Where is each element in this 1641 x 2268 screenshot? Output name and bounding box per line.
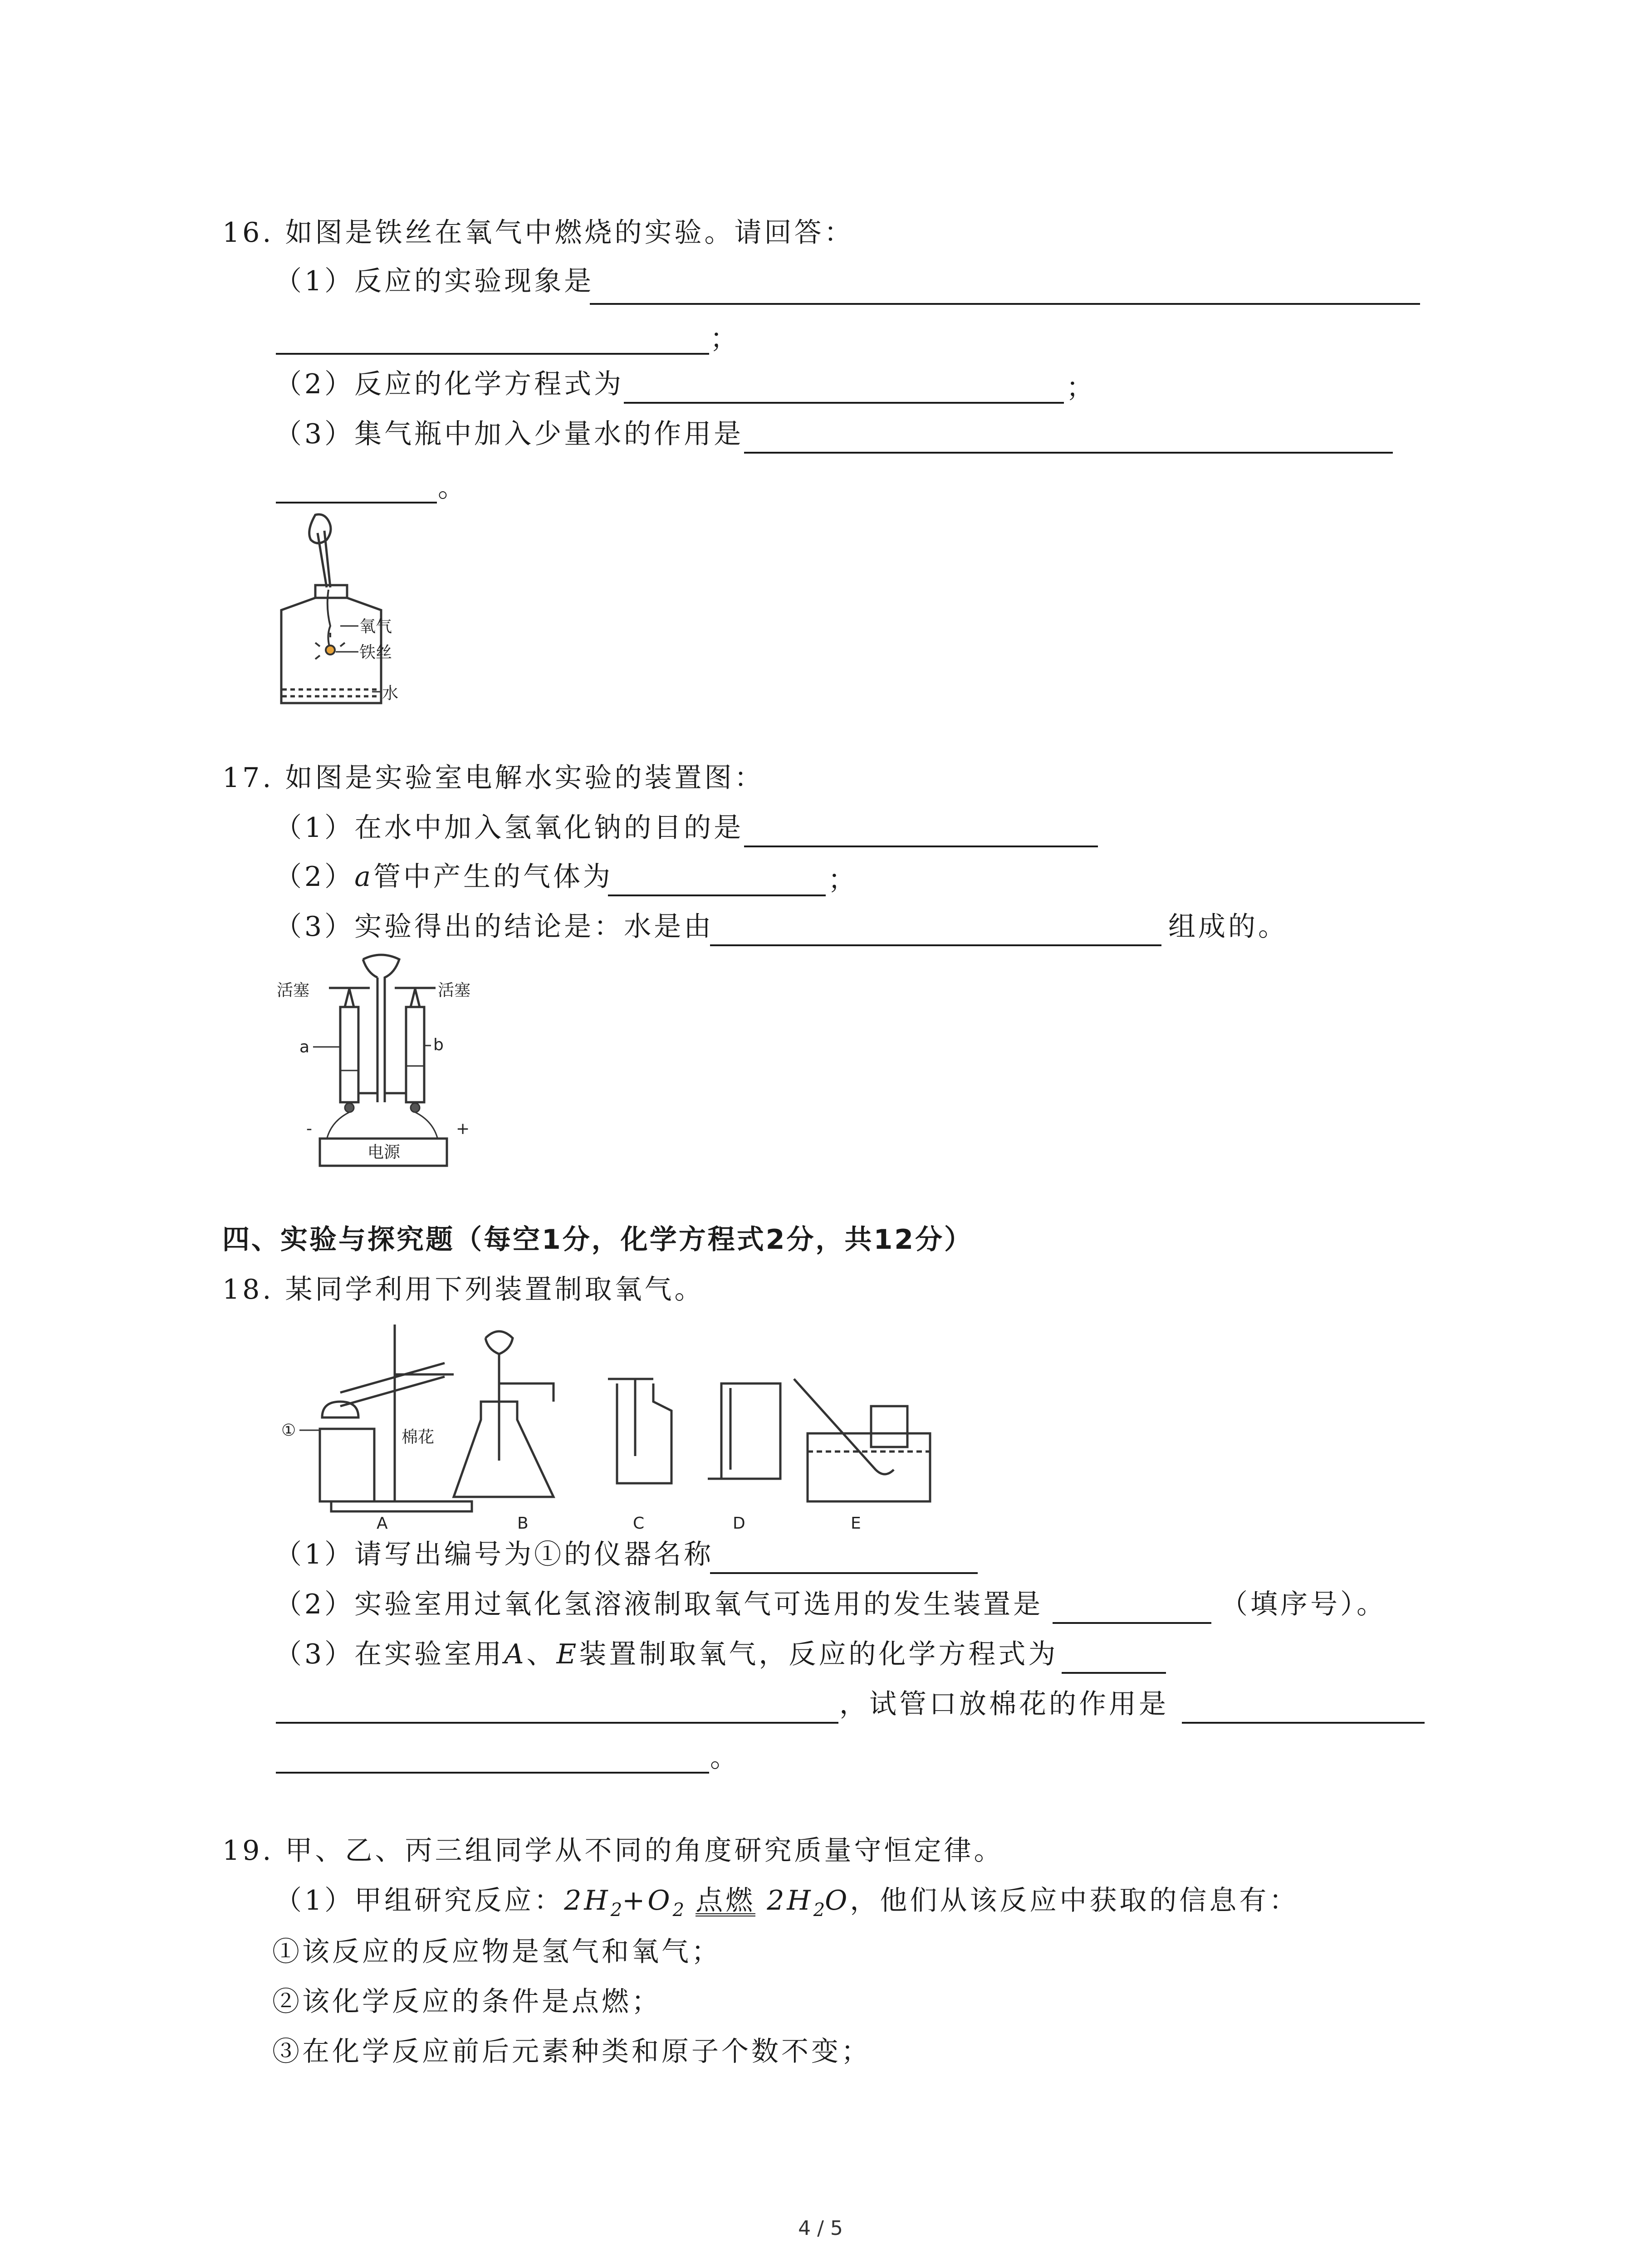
q17-part3-blank[interactable]	[710, 944, 1161, 946]
label-a: A	[377, 1514, 388, 1533]
q16-part1-end: ；	[710, 323, 740, 355]
water-label: 水	[382, 684, 399, 703]
q16-part3-end: 。	[438, 472, 468, 503]
stopcock-right-label: 活塞	[438, 981, 471, 1000]
q19-part1: （1）甲组研究反应：$2H_2+O_2$ 点燃 $2H_2O$，他们从该反应中获取的信息有：	[274, 1885, 1299, 1921]
label-d: D	[733, 1514, 745, 1533]
q17-part2-end: ；	[828, 864, 858, 896]
iron-wire-label: 铁丝	[359, 643, 392, 662]
q17-part2-blank[interactable]	[608, 894, 826, 896]
apparatus-c	[608, 1379, 671, 1483]
q18-part3-blank-a[interactable]	[1062, 1672, 1166, 1674]
label-c: C	[633, 1514, 645, 1533]
q18-part1-label: （1）请写出编号为①的仪器名称	[274, 1539, 714, 1570]
q16-part3-label: （3）集气瓶中加入少量水的作用是	[274, 418, 744, 450]
q18-part3-blank-b[interactable]	[276, 1722, 838, 1724]
q18-part3-end: 。	[710, 1742, 740, 1774]
q17-stem: 17. 如图是实验室电解水实验的装置图：	[222, 762, 764, 794]
stopcock-left-label: 活塞	[277, 981, 310, 1000]
burning-wire-icon	[315, 590, 345, 659]
q19-info-item-2: ②该化学反应的条件是点燃；	[272, 1986, 661, 2018]
q18-part2-end: （填序号）。	[1220, 1589, 1386, 1620]
label-e: E	[851, 1514, 861, 1533]
funnel	[363, 955, 399, 1005]
section-four-heading: 四、实验与探究题（每空1分，化学方程式2分，共12分）	[222, 1224, 973, 1256]
label-b: B	[517, 1514, 529, 1533]
q18-part3-blank-c[interactable]	[1182, 1722, 1425, 1724]
q17-part3-label: （3）实验得出的结论是：水是由	[274, 911, 714, 943]
q18-part2-label: （2）实验室用过氧化氢溶液制取氧气可选用的发生装置是	[274, 1589, 1043, 1620]
q16-part2-end: ；	[1066, 372, 1096, 404]
q17-part1-blank[interactable]	[744, 846, 1098, 847]
q17-part3-end: 组成的。	[1168, 911, 1288, 943]
apparatus-d	[708, 1383, 780, 1479]
page-number: 4 / 5	[798, 2217, 843, 2240]
oxygen-label: 氧气	[359, 617, 392, 636]
q18-stem: 18. 某同学利用下列装置制取氧气。	[222, 1274, 705, 1305]
q17-part2-label: （2）a管中产生的气体为	[274, 861, 613, 893]
q16-part1-blank-b[interactable]	[276, 353, 709, 355]
tube-a	[340, 1007, 358, 1102]
apparatus-a	[320, 1325, 472, 1511]
q16-part2-label: （2）反应的化学方程式为	[274, 368, 624, 400]
q16-part3-blank-a[interactable]	[744, 452, 1393, 454]
q16-part2-blank[interactable]	[624, 402, 1064, 404]
cotton-label: 棉花	[402, 1428, 435, 1447]
alcohol-lamp-marker: ①	[281, 1421, 296, 1440]
q17-part1-label: （1）在水中加入氢氧化钠的目的是	[274, 812, 744, 844]
tongs-hand-icon	[309, 514, 331, 587]
q19-info-item-1: ①该反应的反应物是氢气和氧气；	[272, 1936, 721, 1968]
q18-part3-label: （3）在实验室用A、E装置制取氧气，反应的化学方程式为	[274, 1638, 1058, 1670]
q18-part2-blank[interactable]	[1053, 1622, 1211, 1624]
q18-part3-mid: ，试管口放棉花的作用是	[839, 1688, 1169, 1720]
q16-part1-label: （1）反应的实验现象是	[274, 265, 594, 297]
q16-part1-blank-a[interactable]	[590, 303, 1420, 305]
q19-info-item-3: ③在化学反应前后元素种类和原子个数不变；	[272, 2036, 871, 2068]
tube-a-label: a	[299, 1038, 310, 1056]
reaction-condition: 点燃	[696, 1885, 756, 1916]
q19-stem: 19. 甲、乙、丙三组同学从不同的角度研究质量守恒定律。	[222, 1835, 1004, 1867]
tube-b-label: b	[433, 1036, 444, 1054]
iron-wire-combustion-figure	[272, 510, 408, 710]
oxygen-apparatus-figure	[272, 1320, 953, 1533]
apparatus-b	[454, 1331, 554, 1497]
q18-part3-blank-d[interactable]	[276, 1772, 709, 1774]
q18-part1-blank[interactable]	[710, 1572, 978, 1574]
positive-terminal-label: +	[456, 1119, 470, 1138]
electrolysis-apparatus-figure	[277, 953, 495, 1179]
power-supply-label: 电源	[367, 1143, 401, 1162]
apparatus-e	[794, 1379, 930, 1501]
tube-b	[406, 1007, 424, 1102]
negative-terminal-label: -	[306, 1119, 312, 1138]
equation: $2H_2+O_2$	[564, 1885, 685, 1921]
q16-part3-blank-b[interactable]	[276, 502, 437, 503]
q16-stem: 16. 如图是铁丝在氧气中燃烧的实验。请回答：	[222, 217, 854, 249]
